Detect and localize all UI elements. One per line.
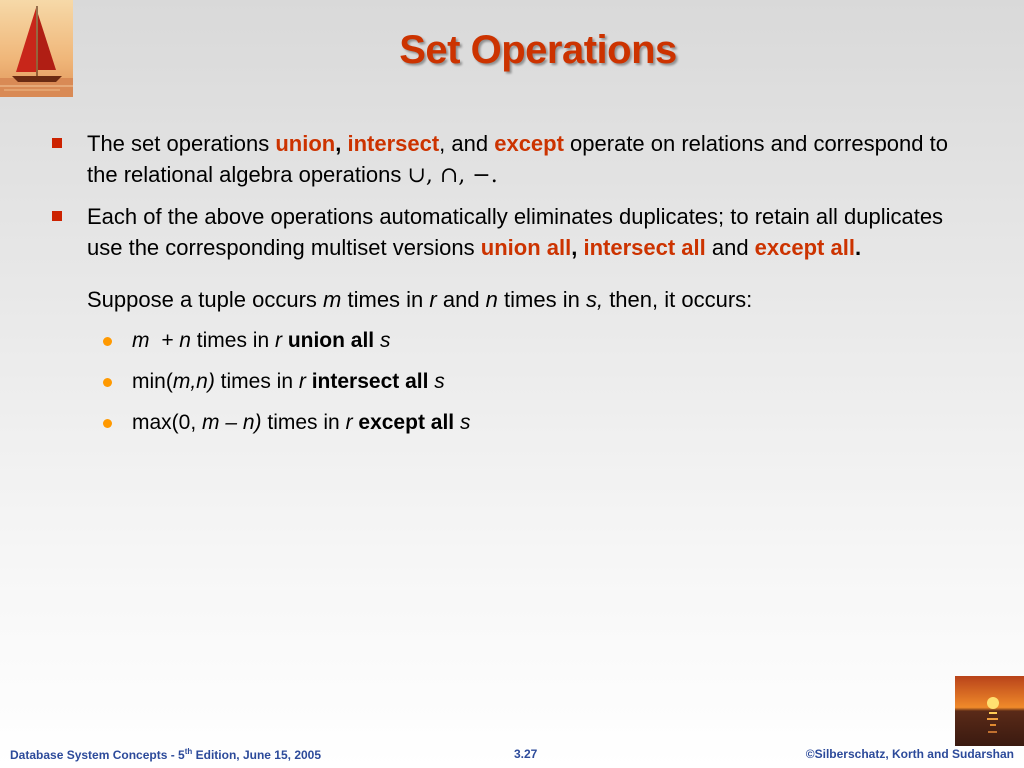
var-s: s [379,329,391,352]
keyword: except all [352,411,460,434]
keyword-intersect-all: intersect all [583,235,706,260]
var-r: r [429,287,437,312]
text: , and [439,131,495,156]
footer-sup: th [184,747,193,756]
text: max(0, [132,411,203,434]
var-n: n [485,287,498,312]
args: m,n) [172,370,215,393]
expr: m + n [132,329,191,352]
text: then, it occurs: [603,287,753,312]
var-r: r [274,329,282,352]
tuple-paragraph [48,284,948,315]
var-s: s [459,411,471,434]
args: m – n) [202,411,262,434]
sub-bullet-union-all [48,325,948,356]
dot-bullet-icon [103,337,112,346]
footer-text: Database System Concepts - 5 [10,748,185,762]
keyword: intersect all [305,370,435,393]
text: min( [132,370,173,393]
var-r: r [345,411,353,434]
text: and [705,235,755,260]
bullet-duplicates [48,201,948,263]
text: times in [261,411,346,434]
slide-body [48,128,948,448]
text: The set operations [87,131,276,156]
var-r: r [298,370,306,393]
footer-copyright: ©Silberschatz, Korth and Sudarshan [805,747,1014,761]
sub-bullet-intersect-all [48,366,948,397]
algebra-symbols: ∪, ∩, −. [407,163,498,188]
var-m: m [323,287,342,312]
square-bullet-icon [52,138,62,148]
square-bullet-icon [52,211,62,221]
var-s: s [434,370,445,393]
sunset-icon [955,676,1024,746]
text: Suppose a tuple occurs [87,287,324,312]
keyword: union all [281,329,380,352]
text: times in [214,370,299,393]
var-s: s, [585,287,604,312]
dot-bullet-icon [103,378,112,387]
text: Each of the above operations automatically eliminates duplicates; to retain all duplicates use the corresponding multiset versions [87,204,944,260]
keyword-union-all: union all [480,235,572,260]
keyword-except-all: except all [754,235,855,260]
separator: , [571,235,584,260]
footer-edition [10,747,321,762]
keyword-intersect: intersect [347,131,440,156]
dot-bullet-icon [103,419,112,428]
text: times in [341,287,430,312]
bullet-set-operations [48,128,948,191]
footer-page-number: 3.27 [514,747,538,761]
text: and [436,287,486,312]
keyword-union: union [275,131,336,156]
sub-bullet-except-all [48,407,948,438]
text: times in [190,329,275,352]
slide-title: Set Operations [399,28,677,72]
keyword-except: except [494,131,564,156]
footer-text: Edition, June 15, 2005 [192,748,322,762]
separator: , [335,131,348,156]
text: operate on relations and correspond to the relational algebra operations [87,131,948,187]
period: . [854,235,862,260]
text: times in [497,287,586,312]
